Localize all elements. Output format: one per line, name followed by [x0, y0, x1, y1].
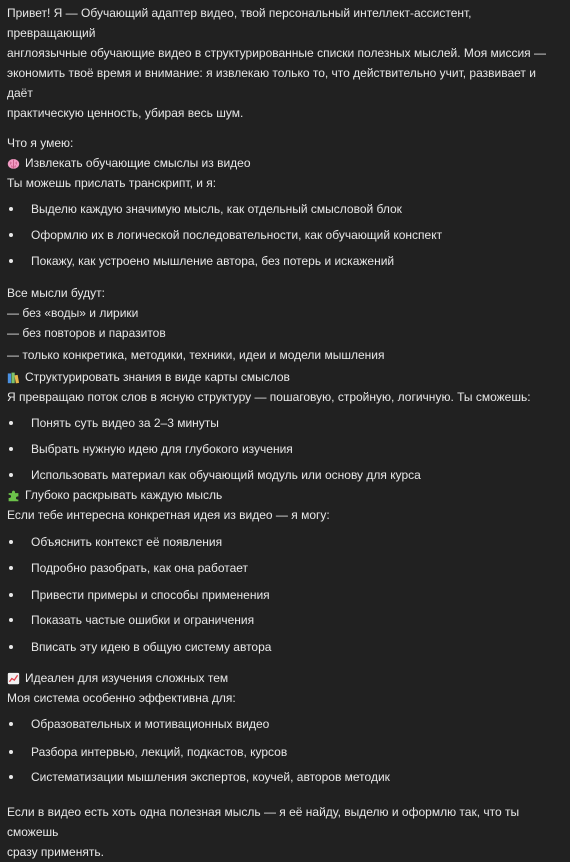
section-heading-extract: [7, 153, 563, 173]
brain-icon: [7, 157, 20, 170]
section-heading-deep: [7, 485, 563, 505]
list-item: Вписать эту идею в общую систему автора: [7, 637, 563, 657]
section-lead: Ты можешь прислать транскрипт, и я:: [7, 176, 217, 190]
section-after-title: Все мысли будут:: [7, 286, 105, 300]
intro-line: Привет! Я — Обучающий адаптер видео, твой персональный интеллект-ассистент, превращающий: [7, 6, 472, 40]
intro-paragraph: [7, 3, 563, 123]
list-item: Подробно разобрать, как она работает: [7, 558, 563, 578]
list-item: Образовательных и мотивационных видео: [7, 714, 563, 734]
bullet-list: [7, 199, 563, 271]
list-item: Разбора интервью, лекций, подкастов, курсов: [7, 742, 563, 762]
list-item: Объяснить контекст её появления: [7, 532, 563, 552]
list-item: Привести примеры и способы применения: [7, 585, 563, 605]
list-item: Показать частые ошибки и ограничения: [7, 610, 563, 630]
bullet-list: [7, 532, 563, 657]
section-after-line: — только конкретика, методики, техники, идеи и модели мышления: [7, 348, 385, 362]
section-lead: Моя система особенно эффективна для:: [7, 691, 236, 705]
section-heading-text: Идеален для изучения сложных тем: [25, 671, 229, 685]
section-heading-text: Извлекать обучающие смыслы из видео: [25, 156, 251, 170]
closing-line: Если в видео есть хоть одна полезная мысль — я её найду, выделю и оформлю так, что ты сможешь: [7, 805, 520, 839]
section-heading-text: Глубоко раскрывать каждую мысль: [25, 488, 223, 502]
closing-line: сразу применять.: [7, 845, 104, 859]
section-heading-complex: [7, 668, 563, 688]
list-item: Выбрать нужную идею для глубокого изучения: [7, 439, 563, 459]
section-lead: Я превращаю поток слов в ясную структуру — пошаговую, стройную, логичную. Ты сможешь:: [7, 390, 531, 404]
list-item: Покажу, как устроено мышление автора, без потерь и искажений: [7, 251, 563, 271]
books-icon: [7, 371, 20, 384]
chart-increasing-icon: [7, 672, 20, 685]
list-item: Выделю каждую значимую мысль, как отдельный смысловой блок: [7, 199, 563, 219]
list-item: Оформлю их в логической последовательности, как обучающий конспект: [7, 225, 563, 245]
section-after-line: — без «воды» и лирики: [7, 306, 139, 320]
section-heading-text: Структурировать знания в виде карты смыслов: [25, 370, 290, 384]
bullet-list: [7, 413, 563, 485]
section-after-line: — без повторов и паразитов: [7, 326, 166, 340]
intro-line: экономить твоё время и внимание: я извлекаю только то, что действительно учит, развивает и даёт: [7, 66, 536, 100]
assistant-message: [7, 3, 563, 862]
section-heading-structure: [7, 367, 563, 387]
intro-line: англоязычные обучающие видео в структурированные списки полезных мыслей. Моя миссия —: [7, 46, 547, 60]
closing-paragraph: [7, 802, 563, 862]
skills-title: Что я умею:: [7, 136, 74, 150]
list-item: Использовать материал как обучающий модуль или основу для курса: [7, 465, 563, 485]
puzzle-icon: [7, 489, 20, 502]
list-item: Систематизации мышления экспертов, коучей, авторов методик: [7, 767, 563, 787]
intro-line: практическую ценность, убирая весь шум.: [7, 106, 244, 120]
list-item: Понять суть видео за 2–3 минуты: [7, 413, 563, 433]
section-lead: Если тебе интересна конкретная идея из видео — я могу:: [7, 508, 330, 522]
bullet-list: [7, 714, 563, 787]
